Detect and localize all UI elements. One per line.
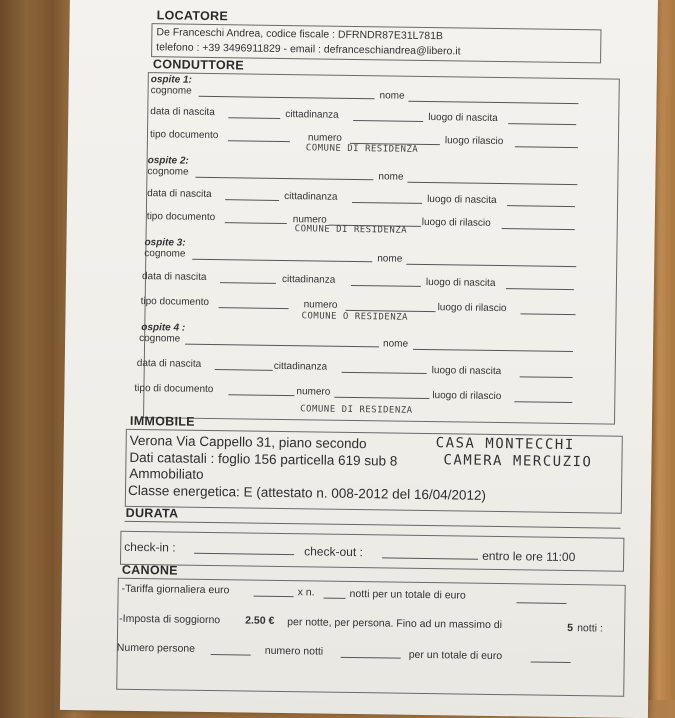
guest-2-rilascio-label: luogo di rilascio	[421, 216, 491, 229]
guest-4-rilascio-label: luogo di rilascio	[432, 390, 502, 403]
imposta-notti-label: notti :	[577, 622, 603, 635]
numero-persone-label: Numero persone	[116, 641, 196, 655]
checkout-deadline: entro le ore 11:00	[482, 548, 576, 565]
guest-1-comune-handwritten: COMUNE DI RESIDENZA	[305, 143, 419, 155]
guest-3-comune-handwritten: COMUNE O RESIDENZA	[301, 311, 409, 323]
guest-2-label: ospite 2:	[147, 155, 189, 167]
guest-2-documento-label: tipo documento	[146, 211, 216, 224]
guest-1-numero-label: numero	[307, 132, 342, 144]
guest-4-label: ospite 4 :	[141, 322, 186, 334]
guest-4-nascita-label: data di nascita	[136, 357, 202, 370]
guest-2-cognome-label: cognome	[147, 166, 189, 178]
checkout-label: check-out :	[304, 544, 363, 560]
locatore-line1: De Franceschi Andrea, codice fiscale : DFRNDR87E31L781B	[156, 26, 444, 43]
guest-1-label: ospite 1:	[150, 74, 192, 86]
guest-4-cittadinanza-label: cittadinanza	[273, 360, 328, 373]
guest-2-luogo-nascita-label: luogo di nascita	[427, 194, 497, 206]
locatore-line2: telefono : +39 3496911829 - email : defranceschiandrea@libero.it	[156, 41, 461, 58]
guest-1-cittadinanza-label: cittadinanza	[285, 109, 339, 121]
guest-1-nascita-label: data di nascita	[150, 106, 215, 119]
imposta-label: -Imposta di soggiorno	[119, 612, 221, 627]
immobile-energy: Classe energetica: E (attestato n. 008-2012 del 16/04/2012)	[127, 482, 487, 503]
guest-2-numero-label: numero	[292, 214, 327, 226]
canone-title: CANONE	[121, 562, 178, 578]
immobile-house-handwritten: CASA MONTECCHI	[435, 435, 575, 454]
guest-3-luogo-nascita-label: luogo di nascita	[425, 276, 496, 289]
guest-4-documento-label: tipo di documento	[134, 382, 214, 396]
guest-1-rilascio-label: luogo rilascio	[444, 135, 504, 148]
guest-1-documento-label: tipo documento	[149, 129, 219, 142]
tariffa-totale-label: notti per un totale di euro	[349, 587, 466, 602]
guest-4-luogo-nascita-label: luogo di nascita	[431, 365, 502, 378]
guest-4-comune-handwritten: COMUNE DI RESIDENZA	[300, 404, 413, 416]
guest-1-nome-label: nome	[379, 90, 405, 102]
guest-4-cognome-label: cognome	[139, 332, 181, 345]
imposta-per-notte: per notte, per persona. Fino ad un massimo di	[287, 616, 503, 632]
guest-3-numero-label: numero	[303, 299, 338, 311]
immobile-address: Verona Via Cappello 31, piano secondo	[129, 432, 367, 452]
guest-3-cognome-label: cognome	[144, 248, 186, 260]
numero-notti-label: numero notti	[264, 644, 324, 658]
tariffa-x-label: x n.	[297, 586, 315, 599]
immobile-title: IMMOBILE	[129, 413, 195, 429]
tariffa-label: -Tariffa giornaliera euro	[121, 582, 230, 597]
locatore-title: LOCATORE	[156, 8, 229, 24]
checkin-label: check-in :	[124, 539, 176, 555]
guest-2-nome-label: nome	[378, 171, 404, 183]
guest-3-nome-label: nome	[377, 253, 403, 265]
guest-2-cittadinanza-label: cittadinanza	[284, 191, 338, 203]
canone-totale-label: per un totale di euro	[408, 648, 503, 663]
guest-1-cognome-label: cognome	[150, 85, 192, 97]
rental-form-paper	[60, 0, 658, 718]
guest-1-luogo-nascita-label: luogo di nascita	[428, 112, 498, 124]
conduttore-title: CONDUTTORE	[152, 57, 245, 73]
guest-4-nome-label: nome	[383, 338, 409, 350]
imposta-max-notti: 5	[567, 622, 574, 635]
immobile-room-handwritten: CAMERA MERCUZIO	[443, 452, 593, 471]
guest-3-cittadinanza-label: cittadinanza	[281, 273, 336, 286]
guest-3-label: ospite 3:	[144, 237, 186, 249]
imposta-amount: 2.50 €	[245, 614, 275, 627]
guest-3-documento-label: tipo documento	[140, 296, 210, 308]
guest-2-nascita-label: data di nascita	[147, 188, 212, 200]
guest-3-nascita-label: data di nascita	[141, 271, 207, 283]
guest-3-rilascio-label: luogo di rilascio	[437, 302, 507, 315]
durata-separator	[125, 521, 621, 529]
immobile-furnished: Ammobiliato	[129, 465, 204, 482]
immobile-catasto: Dati catastali : foglio 156 particella 619 sub 8	[129, 449, 398, 469]
durata-title: DURATA	[125, 505, 179, 521]
guest-4-numero-label: numero	[296, 386, 331, 398]
guest-2-comune-handwritten: COMUNE DI RESIDENZA	[294, 224, 408, 236]
